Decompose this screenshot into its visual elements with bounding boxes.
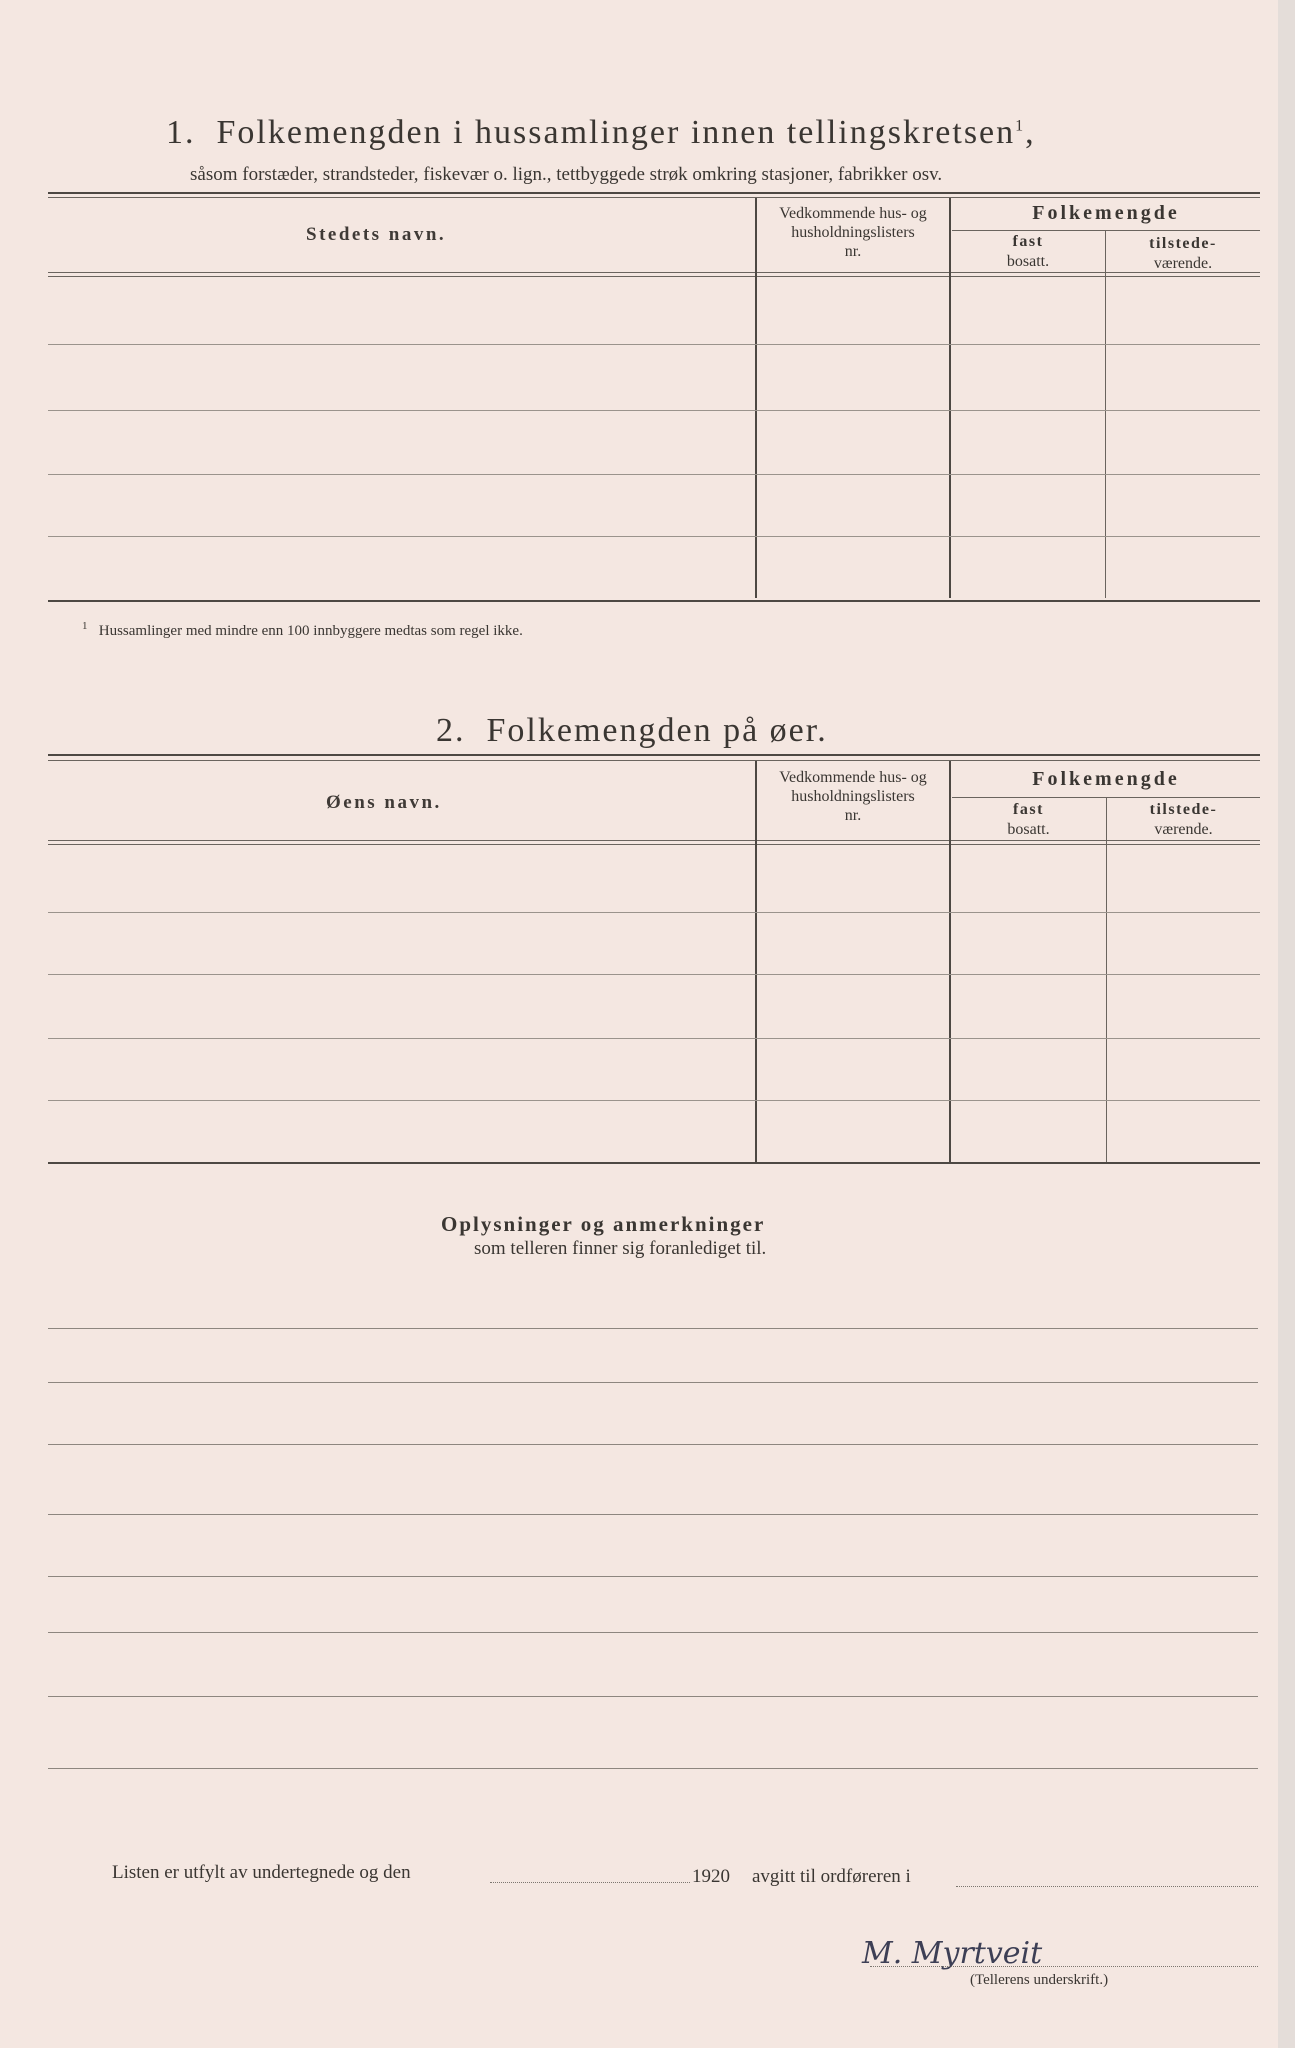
remarks-line	[48, 1382, 1258, 1383]
section2-title-text: Folkemengden på øer.	[486, 712, 828, 749]
table1-row-rule	[48, 410, 1260, 411]
section2-number: 2.	[436, 712, 466, 749]
table1-col-fast-label: fast	[1012, 233, 1044, 250]
section1-title	[166, 114, 1036, 152]
section1-footnote-text: Hussamlinger med mindre enn 100 innbyggere medtas som regel ikke.	[98, 623, 523, 639]
footer-year: 1920	[692, 1866, 730, 1887]
signature-caption: (Tellerens underskrift.)	[970, 1972, 1109, 1988]
section1-footnote	[82, 620, 523, 640]
table2-col-tilstede-label: tilstede-	[1149, 801, 1218, 818]
footer-suffix: avgitt til ordføreren i	[752, 1866, 911, 1887]
table1-col-fast	[952, 232, 1104, 272]
table2-col-name: Øens navn.	[326, 792, 442, 813]
section2-title	[436, 712, 828, 750]
table2-bottom-rule	[48, 1162, 1260, 1164]
remarks-heading: Oplysninger og anmerkninger	[441, 1212, 766, 1236]
table1-col-divider-1	[755, 198, 757, 598]
date-fill-line	[490, 1882, 690, 1883]
table1-col-list-line3: nr.	[844, 243, 862, 260]
teller-signature: M. Myrtveit	[862, 1936, 1043, 1971]
remarks-line	[48, 1768, 1258, 1769]
table1-col-fast-sub: bosatt.	[1006, 253, 1050, 270]
table1-col-folkemengde: Folkemengde	[1032, 202, 1180, 224]
table1-col-divider-2	[949, 198, 951, 598]
section1-footnote-mark: 1	[82, 620, 88, 632]
section1-subtitle: såsom forstæder, strandsteder, fiskevær o. lign., tettbyggede strøk omkring stasjoner, fabrikker osv.	[190, 164, 943, 185]
table2-top-rule-thin	[48, 760, 1260, 761]
signature-line	[870, 1966, 1258, 1967]
footer-prefix: Listen er utfylt av undertegnede og den	[112, 1862, 411, 1883]
table1-bottom-rule	[48, 600, 1260, 602]
paper-edge	[1278, 0, 1295, 2048]
remarks-line	[48, 1576, 1258, 1577]
remarks-line	[48, 1444, 1258, 1445]
table1-top-rule-thin	[48, 197, 1260, 198]
table2-col-list-line1: Vedkommende hus- og	[779, 769, 927, 786]
table1-col-list-line2: husholdningslisters	[791, 224, 915, 241]
table2-col-tilstede-sub: værende.	[1154, 821, 1213, 838]
section1-title-footnote-mark: 1	[1015, 117, 1026, 135]
table2-row-rule	[48, 974, 1260, 975]
table1-col-list	[760, 204, 946, 261]
table2-row-rule	[48, 1100, 1260, 1101]
table2-col-list-line3: nr.	[844, 807, 862, 824]
table1-row-rule	[48, 474, 1260, 475]
section1-number: 1.	[166, 114, 196, 151]
section1-title-text: Folkemengden i hussamlinger innen tellingskretsen	[216, 114, 1016, 151]
table2-col-list	[760, 768, 946, 825]
section1-title-comma: ,	[1025, 114, 1036, 151]
remarks-line	[48, 1328, 1258, 1329]
table2-header-rule	[48, 840, 1260, 841]
table2-col-fast	[952, 800, 1105, 840]
remarks-line	[48, 1632, 1258, 1633]
table1-header-rule	[48, 272, 1260, 273]
table2-col-fast-sub: bosatt.	[1007, 821, 1050, 838]
table1-folk-subrule	[952, 230, 1260, 231]
table2-col-divider-1	[755, 761, 757, 1163]
remarks-subheading: som telleren finner sig foranlediget til.	[474, 1238, 767, 1259]
remarks-line	[48, 1514, 1258, 1515]
table2-col-divider-3	[1106, 798, 1107, 1163]
remarks-line	[48, 1696, 1258, 1697]
table1-col-name: Stedets navn.	[306, 224, 447, 245]
table1-col-list-line1: Vedkommende hus- og	[779, 205, 927, 222]
table1-header-rule-2	[48, 276, 1260, 277]
table2-header-rule-2	[48, 844, 1260, 845]
table2-col-tilstede	[1107, 800, 1260, 840]
table2-row-rule	[48, 1038, 1260, 1039]
table1-col-tilstede-sub: værende.	[1153, 255, 1213, 272]
table1-row-rule	[48, 536, 1260, 537]
table2-col-divider-2	[949, 761, 951, 1163]
table1-row-rule	[48, 344, 1260, 345]
municipality-fill-line	[956, 1886, 1258, 1887]
table2-col-fast-label: fast	[1013, 801, 1044, 818]
table2-col-folkemengde: Folkemengde	[1032, 768, 1180, 790]
table1-col-tilstede-label: tilstede-	[1149, 235, 1217, 252]
table2-col-list-line2: husholdningslisters	[791, 788, 915, 805]
table2-top-rule	[48, 754, 1260, 756]
table1-top-rule	[48, 192, 1260, 194]
table1-col-divider-3	[1105, 231, 1106, 598]
table1-col-tilstede	[1106, 234, 1260, 274]
table2-row-rule	[48, 912, 1260, 913]
